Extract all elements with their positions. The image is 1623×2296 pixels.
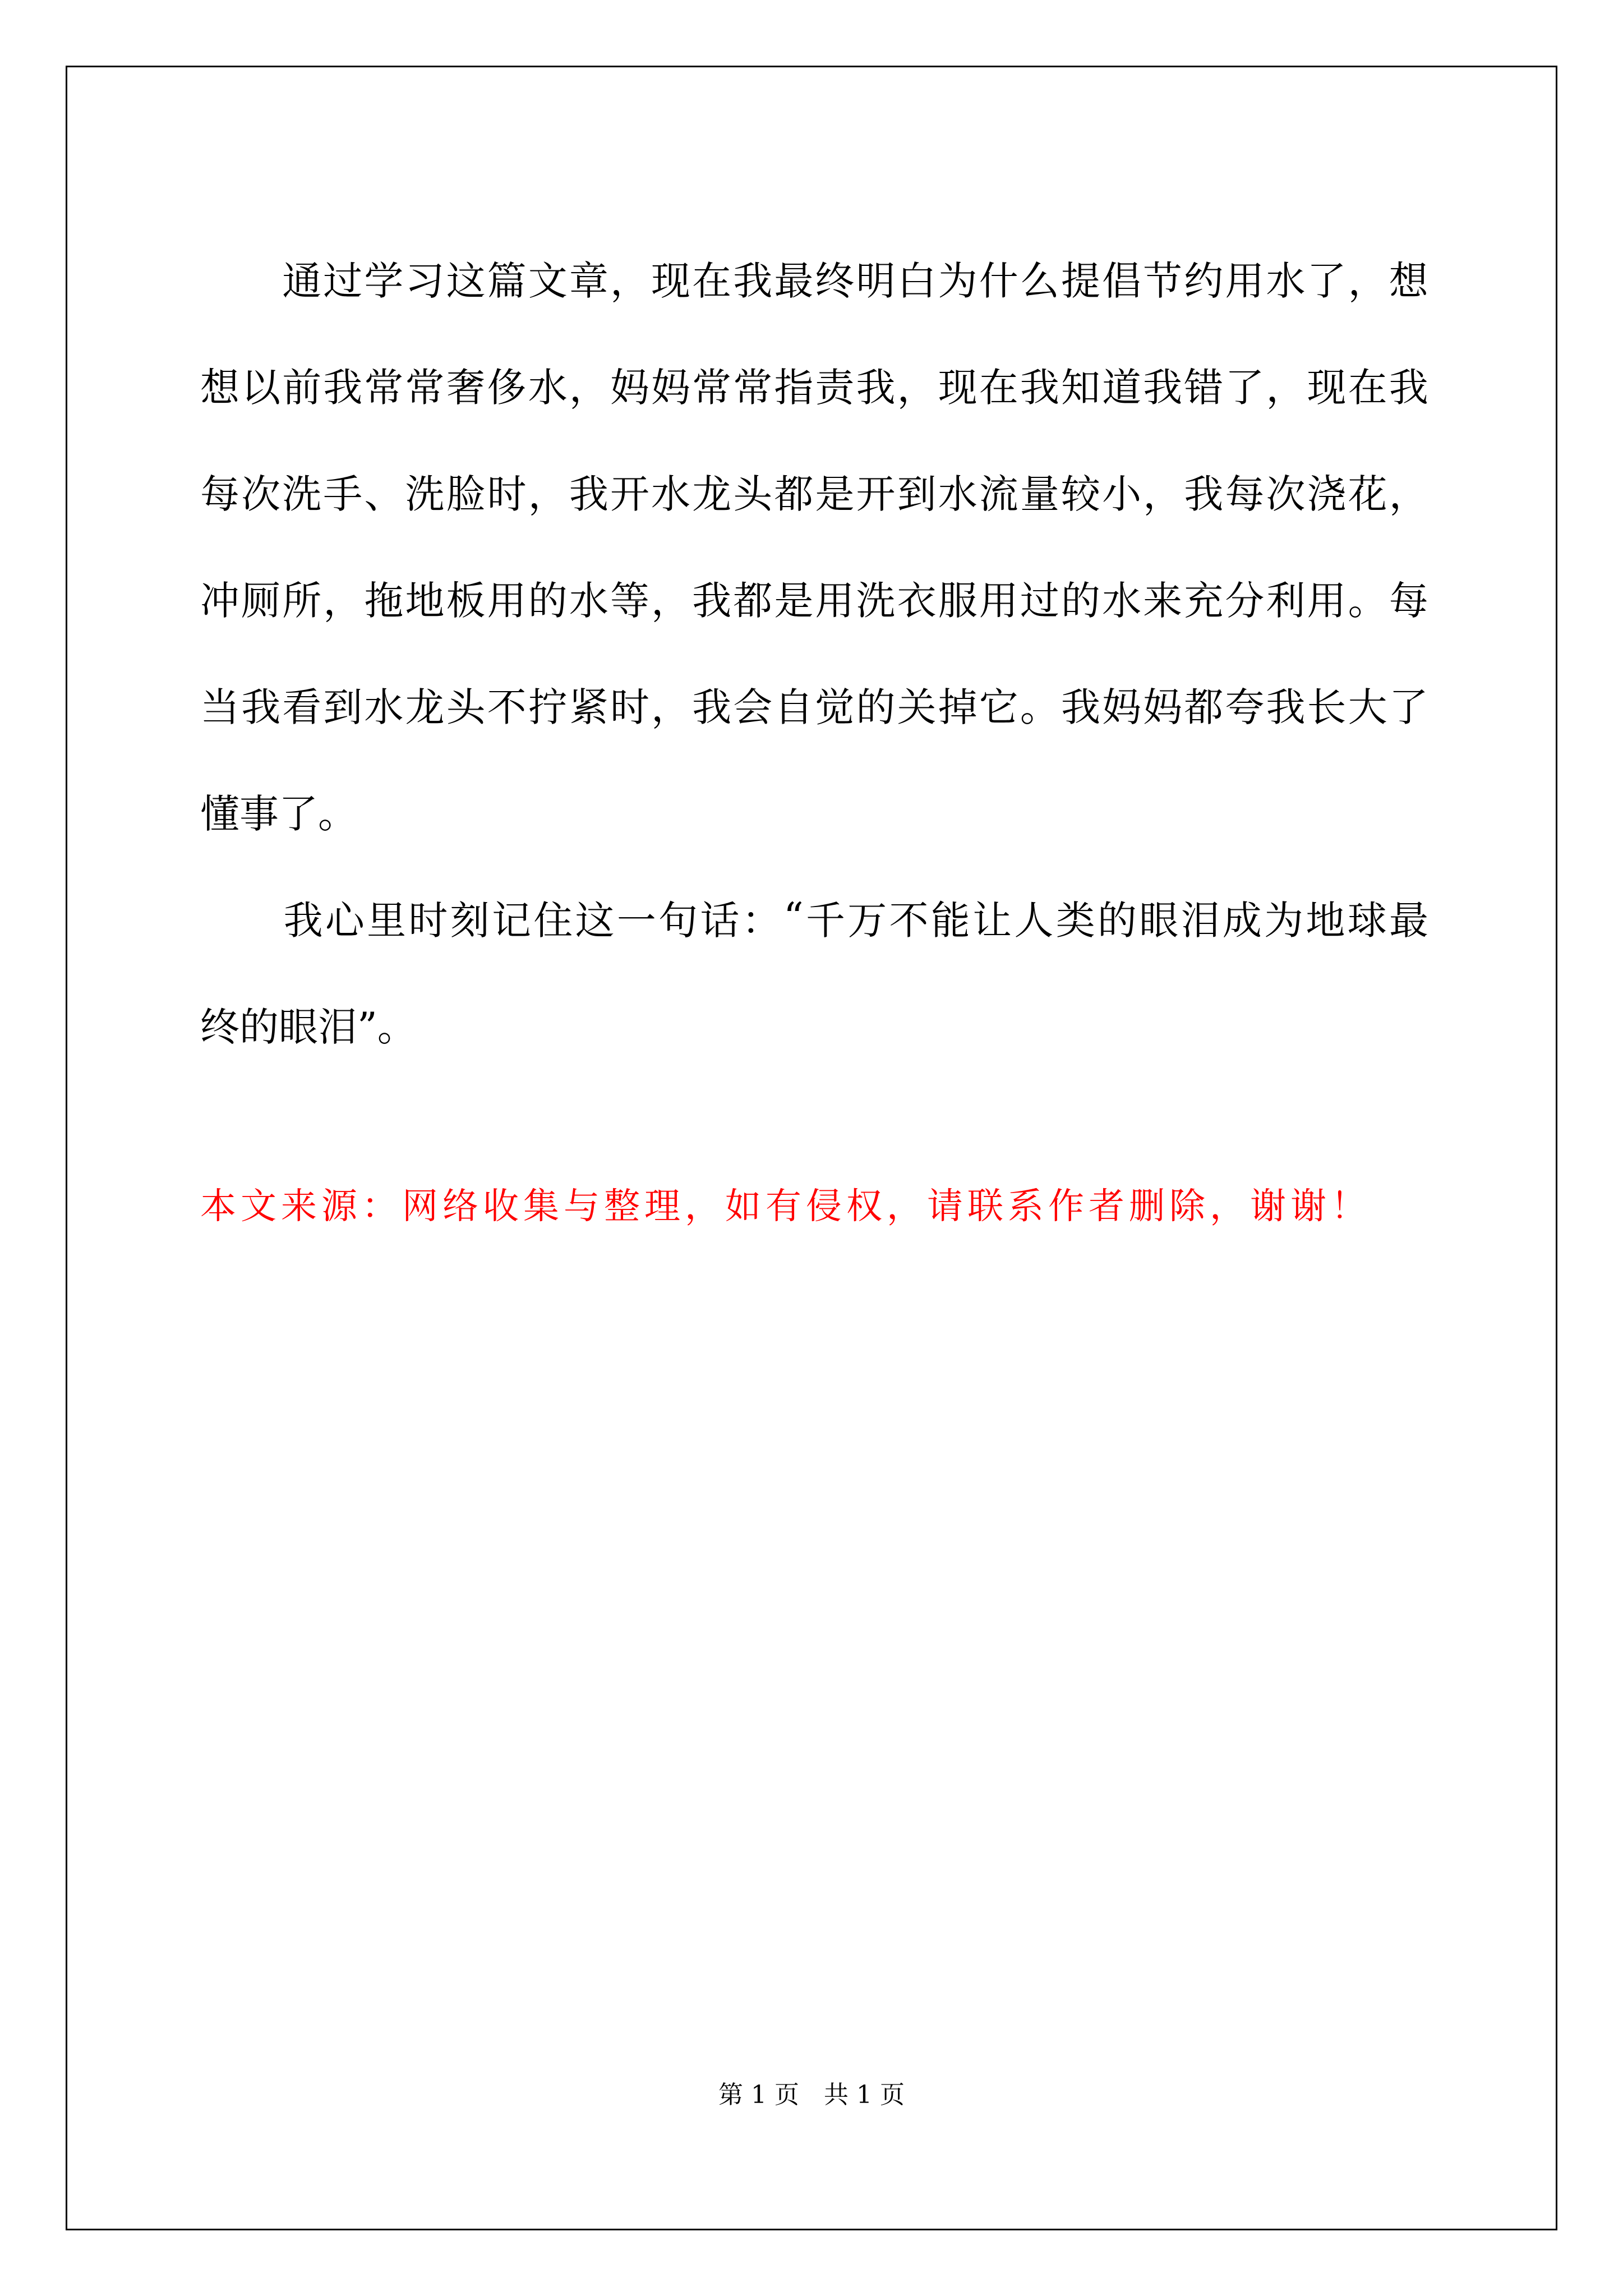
paragraph-line: 我 心 里 时 刻 记 住 这 一 句 话 ： “ 千 万 不 能 让 人 类 的 眼 泪 成 为 地 球 最	[283, 894, 1428, 944]
paragraph-line: 终的眼泪”。	[200, 1004, 417, 1050]
paragraph-line: 每 次 洗 手 、 洗 脸 时 ， 我 开 水 龙 头 都 是 开 到 水 流 量 较 小 ， 我 每 次 浇 花 ，	[200, 471, 1428, 517]
document-body	[200, 224, 1428, 1077]
source-note: 本文来源：网络收集与整理，如有侵权，请联系作者删除，谢谢！	[200, 1186, 1371, 1227]
paragraph-line: 懂事了。	[200, 790, 357, 837]
paragraph-1	[200, 224, 1428, 864]
paragraph-line: 冲 厕 所 ， 拖 地 板 用 的 水 等 ， 我 都 是 用 洗 衣 服 用 过 的 水 来 充 分 利 用 。 每	[200, 577, 1428, 624]
paragraph-line: 想 以 前 我 常 常 奢 侈 水 ， 妈 妈 常 常 指 责 我 ， 现 在 我 知 道 我 错 了 ， 现 在 我	[200, 364, 1428, 411]
paragraph-line: 当 我 看 到 水 龙 头 不 拧 紧 时 ， 我 会 自 觉 的 关 掉 它 。 我 妈 妈 都 夸 我 长 大 了	[200, 684, 1428, 730]
paragraph-line: 通 过 学 习 这 篇 文 章 ， 现 在 我 最 终 明 白 为 什 么 提 倡 节 约 用 水 了 ， 想	[282, 257, 1428, 304]
page-number-footer: 第 1 页 共 1 页	[718, 2081, 905, 2109]
paragraph-2	[200, 864, 1428, 1077]
